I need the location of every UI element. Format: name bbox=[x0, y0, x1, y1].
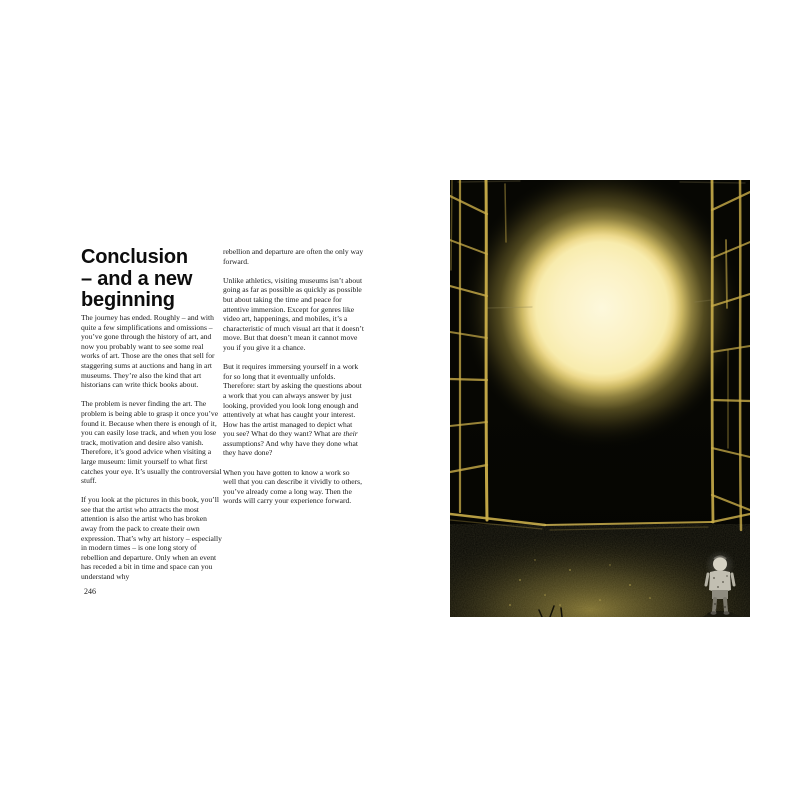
paragraph: The problem is never finding the art. The problem is being able to grasp it once you’ve found it. Because when there is enough of it, you can easily lose track, and when you lose track, motivation and desire also vanish. Therefore, it’s good advice when visiting a large museum: limit yourself to what first catches your eye. It’s usually the controversial stuff. bbox=[81, 399, 222, 486]
paragraph-text: But it requires immersing yourself in a work for so long that it eventually unfolds. Therefore: start by asking the questions about a work that you can always answer by just looking, provided you look long enough and attentively at what has caught your interest. How has the artist managed to depict what you see? What do they want? What are bbox=[223, 362, 362, 439]
heading-line-3: beginning bbox=[81, 289, 175, 311]
heading-line-2: – and a new bbox=[81, 267, 193, 290]
paragraph: When you have gotten to know a work so well that you can describe it vividly to others, you’ve already come a long way. Then the words will carry your experience forward. bbox=[223, 467, 362, 506]
floor-chalk-texture bbox=[450, 524, 750, 617]
figure-leg-right bbox=[725, 599, 726, 611]
paragraph: Unlike athletics, visiting museums isn’t about going as far as possible as quickly as possible but about taking the time and peace for attentive immersion. Except for genres like video art, happenings, and mobiles, it’s a characteristic of much visual art that it doesn’t move. But that doesn’t mean it cannot move you if you give it a chance. bbox=[223, 275, 364, 352]
right-page-artwork bbox=[450, 180, 750, 617]
back-wall-shadow bbox=[470, 405, 730, 525]
page-number: 246 bbox=[84, 587, 96, 596]
text-column-1 bbox=[81, 313, 222, 582]
figure-torso bbox=[709, 571, 731, 593]
figure-arm-left bbox=[706, 574, 708, 585]
italic-word: their bbox=[343, 429, 358, 439]
paragraph: rebellion and departure are often the only way forward. bbox=[223, 247, 364, 266]
heading-line-1: Conclusion bbox=[81, 246, 188, 268]
figure-foot-right bbox=[724, 611, 730, 615]
text-column-2 bbox=[223, 247, 364, 506]
paragraph: The journey has ended. Roughly – and with quite a few simplifications and omissions – you’ve gone through the history of art, and now you probably want to see some real works of art. Those are the ones that sell for staggering sums at auctions and hang in art museums. They’re also the kind that art historians can write thick books about. bbox=[81, 313, 215, 390]
paragraph: If you look at the pictures in this book, you’ll see that the artist who attracts the most attention is also the artist who has broken away from the pack to create their own expression. That’s why art history – especially in modern times – is one long story of rebellion and departure. Only when an event has receded a bit in time and space can you understand why bbox=[81, 495, 222, 582]
paragraph bbox=[223, 362, 364, 458]
paragraph-text: assumptions? And why have they done what they have done? bbox=[223, 438, 358, 458]
figure-foot-left bbox=[711, 611, 717, 615]
figure-arm-right bbox=[732, 574, 734, 585]
moon-room-drawing bbox=[450, 180, 750, 617]
